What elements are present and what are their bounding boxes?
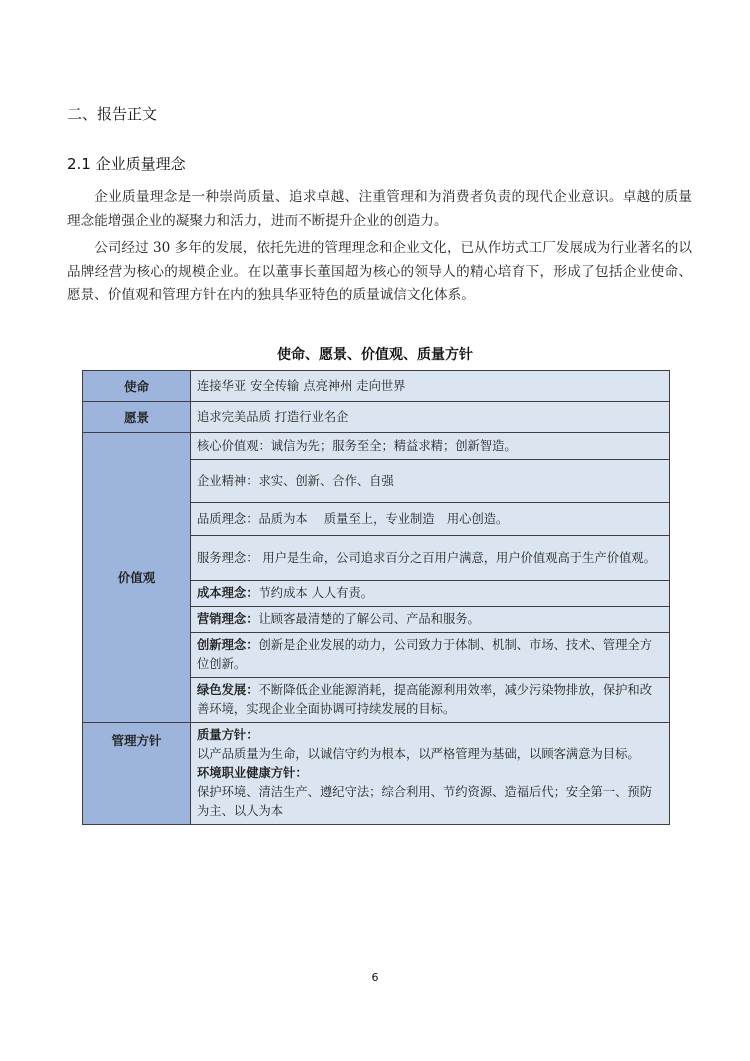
core-values: 核心价值观：诚信为先；服务至全；精益求精；创新智造。	[191, 433, 670, 460]
innovation-text: 创新是企业发展的动力，公司致力于体制、机制、市场、技术、管理全方位创新。	[197, 638, 653, 671]
marketing-concept	[191, 607, 670, 633]
cost-concept	[191, 581, 670, 607]
table-row	[83, 433, 670, 460]
green-text: 不断降低企业能源消耗，提高能源利用效率，减少污染物排放，保护和改善环境，实现企业全面协调可持续发展的目标。	[197, 683, 653, 716]
quality-concept: 品质理念：品质为本 质量至上，专业制造 用心创造。	[191, 503, 670, 536]
table-row	[83, 723, 670, 825]
values-label: 价值观	[83, 433, 191, 723]
cost-text: 节约成本 人人有责。	[258, 586, 374, 600]
section-title: 二、报告正文	[67, 105, 158, 123]
vision-text: 追求完美品质 打造行业名企	[191, 402, 670, 433]
paragraph-2: 公司经过 30 多年的发展，依托先进的管理理念和企业文化，已从作坊式工厂发展成为行业著名的以品牌经营为核心的规模企业。在以董事长董国超为核心的领导人的精心培育下，形成了包括企业使命、愿景、价值观和管理方针在内的独具华亚特色的质量诚信文化体系。	[67, 240, 692, 303]
policy-label: 管理方针	[83, 723, 191, 825]
marketing-text: 让顾客最清楚的了解公司、产品和服务。	[258, 612, 480, 626]
vision-label: 愿景	[83, 402, 191, 433]
green-development	[191, 678, 670, 723]
service-concept: 服务理念： 用户是生命，公司追求百分之百用户满意，用户价值观高于生产价值观。	[191, 536, 670, 581]
enterprise-spirit: 企业精神：求实、创新、合作、自强	[191, 460, 670, 503]
innovation-label: 创新理念：	[197, 638, 259, 652]
management-policy	[191, 723, 670, 825]
subsection-title: 2.1 企业质量理念	[67, 155, 186, 173]
marketing-label: 营销理念：	[197, 612, 259, 626]
env-policy-text: 保护环境、清洁生产、遵纪守法；综合利用、节约资源、造福后代；安全第一、预防为主、以人为本	[197, 785, 652, 818]
table-row	[83, 402, 670, 433]
cost-label: 成本理念：	[197, 586, 259, 600]
green-label: 绿色发展：	[197, 683, 259, 697]
innovation-concept	[191, 633, 670, 678]
quality-policy-label: 质量方针：	[197, 728, 259, 742]
table-caption: 使命、愿景、价值观、质量方针	[277, 347, 473, 363]
mission-text: 连接华亚 安全传输 点亮神州 走向世界	[191, 371, 670, 402]
values-table	[82, 370, 670, 825]
page-number: 6	[371, 971, 379, 984]
quality-policy-text: 以产品质量为生命，以诚信守约为根本，以严格管理为基础，以顾客满意为目标。	[197, 747, 640, 761]
mission-label: 使命	[83, 371, 191, 402]
env-policy-label: 环境职业健康方针：	[197, 766, 308, 780]
paragraph-1: 企业质量理念是一种崇尚质量、追求卓越、注重管理和为消费者负责的现代企业意识。卓越的质量理念能增强企业的凝聚力和活力，进而不断提升企业的创造力。	[67, 189, 692, 229]
table-row	[83, 371, 670, 402]
